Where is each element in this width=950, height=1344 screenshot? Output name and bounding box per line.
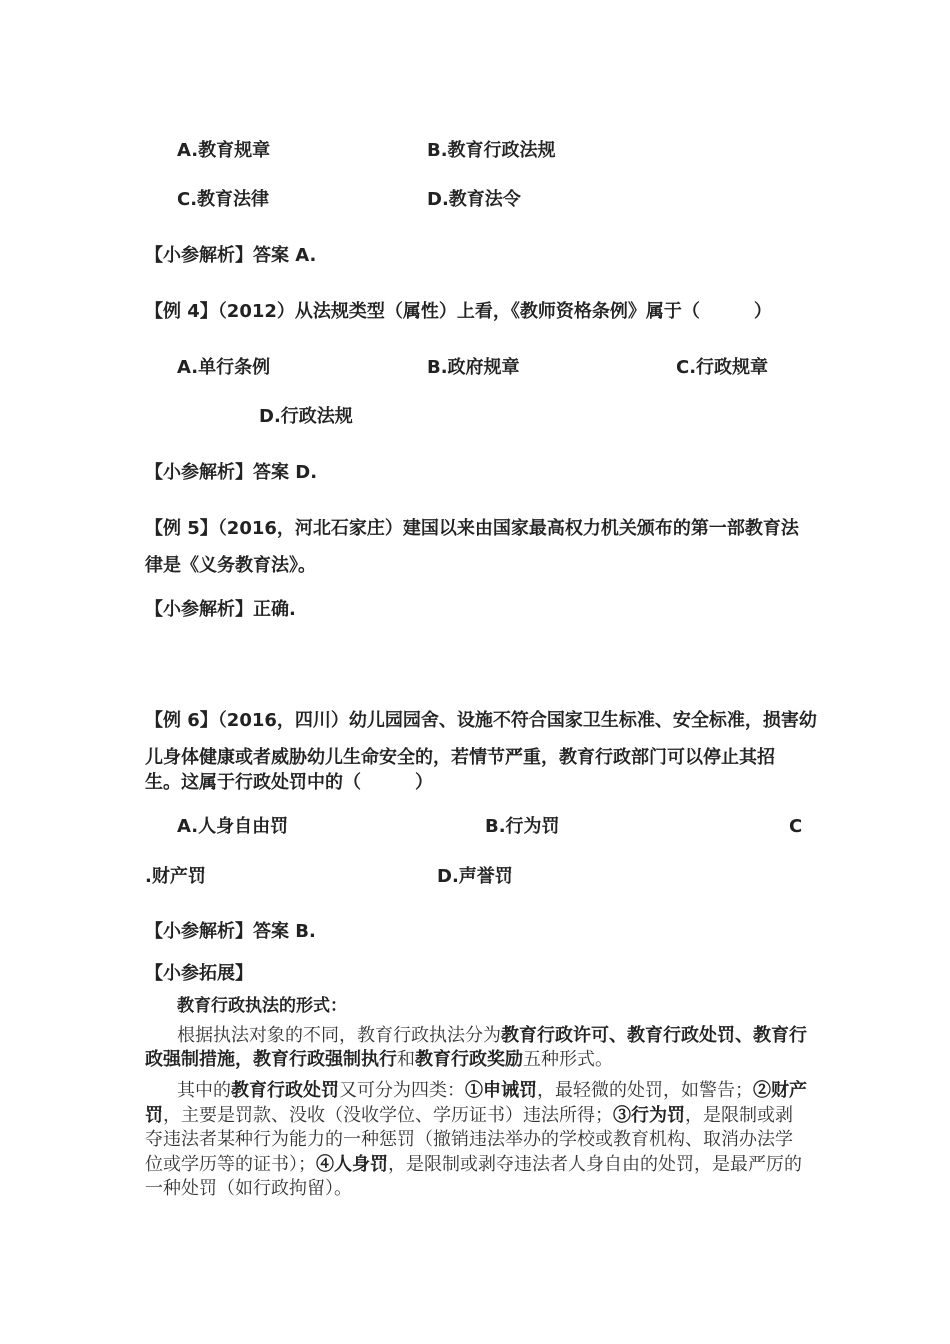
option-a: A.单行条例 [177, 357, 271, 378]
question-stem: 【例 4】（2012）从法规类型（属性）上看，《教师资格条例》属于（ ） [145, 301, 772, 322]
question-stem-line: 生。这属于行政处罚中的（ ） [145, 772, 433, 793]
option-b: B.政府规章 [427, 357, 520, 378]
extension-subheading: 教育行政执法的形式： [177, 996, 347, 1016]
option-d: D.行政法规 [259, 406, 353, 427]
option-d: D.声誉罚 [437, 866, 513, 887]
question-stem-line: 【例 5】（2016，河北石家庄）建国以来由国家最高权力机关颁布的第一部教育法 [145, 518, 799, 539]
option-a: A.教育规章 [177, 140, 271, 161]
answer-analysis: 【小参解析】答案 B. [145, 921, 316, 942]
option-d: D.教育法令 [427, 189, 521, 210]
option-c-text: .财产罚 [145, 866, 206, 887]
option-c: C.行政规章 [676, 357, 769, 378]
answer-analysis: 【小参解析】答案 A. [145, 245, 317, 266]
option-c-letter: C [789, 816, 803, 837]
question-stem-line: 【例 6】（2016，四川）幼儿园园舍、设施不符合国家卫生标准、安全标准，损害幼 [145, 710, 817, 731]
question-stem-line: 律是《义务教育法》。 [145, 555, 316, 576]
option-c: C.教育法律 [177, 189, 270, 210]
question-stem-line: 儿身体健康或者威胁幼儿生命安全的，若情节严重，教育行政部门可以停止其招 [145, 747, 775, 768]
option-a: A.人身自由罚 [177, 816, 289, 837]
extension-paragraph: 根据执法对象的不同，教育行政执法分为教育行政许可、教育行政处罚、教育行政强制措施，教育行政强制执行和教育行政奖励五种形式。 [145, 1025, 807, 1070]
option-b: B.教育行政法规 [427, 140, 556, 161]
answer-analysis: 【小参解析】正确. [145, 599, 296, 620]
extension-heading: 【小参拓展】 [145, 963, 253, 984]
option-b: B.行为罚 [485, 816, 560, 837]
answer-analysis: 【小参解析】答案 D. [145, 462, 318, 483]
extension-paragraph: 其中的教育行政处罚又可分为四类：①申诫罚，最轻微的处罚，如警告；②财产罚，主要是罚款、没收（没收学位、学历证书）违法所得；③行为罚，是限制或剥夺违法者某种行为能力的一种惩罚（撤销违法举办的学校或教育机构、取消办法学位或学历等的证书）；④人身罚，是限制或剥夺违法者人身自由的处罚，是最严厉的一种处罚（如行政拘留）。 [145, 1080, 807, 1199]
